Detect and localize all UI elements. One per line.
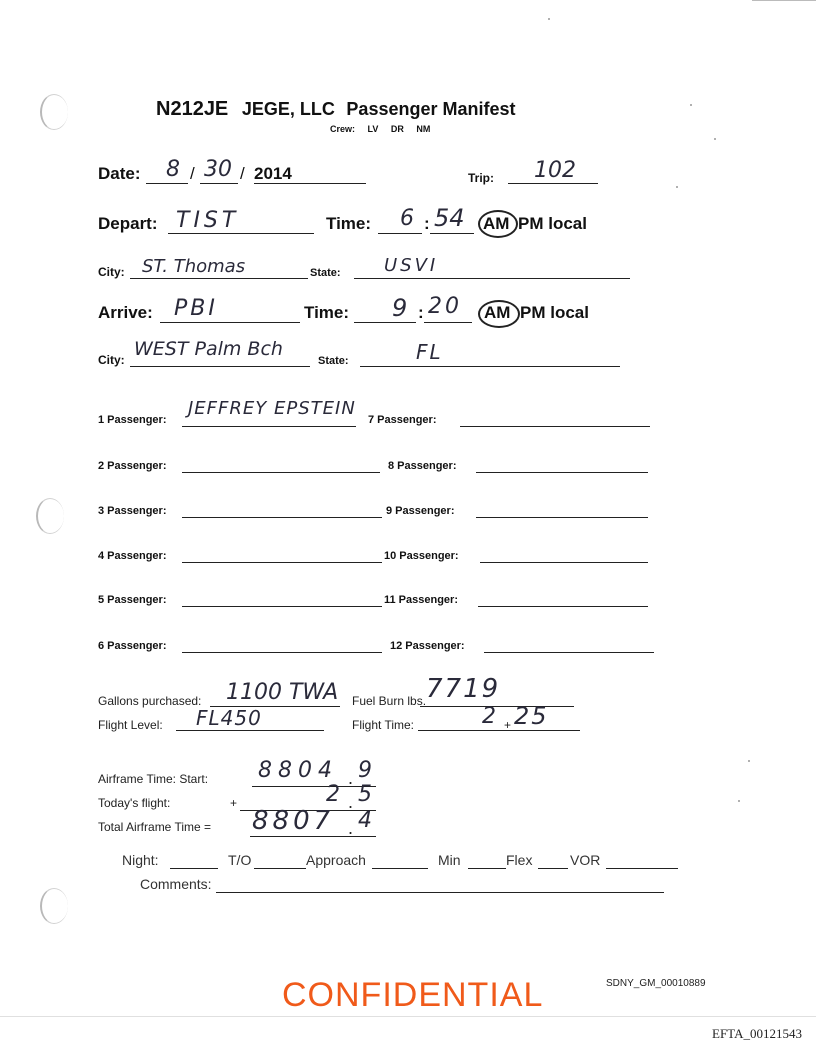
crew-label: Crew: xyxy=(330,124,356,134)
total-airframe-line xyxy=(250,836,376,837)
passenger-1-line xyxy=(182,426,356,427)
min-label: Min xyxy=(438,852,461,868)
arrive-am: AM xyxy=(484,303,511,322)
flight-time-label: Flight Time: xyxy=(352,718,415,732)
todays-flight-plus: + xyxy=(230,796,238,810)
date-sep-2: / xyxy=(240,164,245,183)
passenger-9-label: 9 Passenger: xyxy=(386,505,455,517)
punch-hole-middle xyxy=(36,498,64,534)
date-month: 8 xyxy=(166,157,180,182)
airframe-start-dot: . xyxy=(348,768,354,788)
arrive-pm-local: PM local xyxy=(520,303,589,322)
todays-flight-label: Today's flight: xyxy=(98,796,171,810)
depart-state: USVI xyxy=(384,255,439,276)
airframe-start-value: 8804 xyxy=(258,758,338,783)
arrive-state-line xyxy=(360,366,620,367)
depart-hour-line xyxy=(378,233,422,234)
depart-pm-local: PM local xyxy=(518,214,587,233)
punch-hole-bottom xyxy=(40,888,68,924)
total-airframe-value: 8807 xyxy=(252,806,335,836)
passenger-4-line xyxy=(182,562,382,563)
top-right-rule xyxy=(752,0,816,1)
vor-label: VOR xyxy=(570,852,601,868)
passenger-2-label: 2 Passenger: xyxy=(98,460,167,472)
passenger-9-line xyxy=(476,517,648,518)
depart-airport: TIST xyxy=(176,208,240,233)
arrive-airport: PBI xyxy=(174,296,218,321)
comments-line xyxy=(216,892,664,893)
flight-level-line xyxy=(176,730,324,731)
trip-number: 102 xyxy=(534,158,576,183)
arrive-hour-line xyxy=(354,322,416,323)
arrive-label: Arrive: xyxy=(98,303,153,322)
flight-level-label: Flight Level: xyxy=(98,718,163,732)
passenger-10-line xyxy=(480,562,648,563)
depart-state-label: State: xyxy=(310,267,341,279)
depart-minute: 54 xyxy=(434,204,465,232)
arrive-time-colon: : xyxy=(418,303,424,322)
efta-number: EFTA_00121543 xyxy=(712,1026,802,1041)
airframe-start-decimal: 9 xyxy=(358,758,372,783)
passenger-7-label: 7 Passenger: xyxy=(368,414,437,426)
todays-flight-dot: . xyxy=(348,792,354,812)
flight-level-value: FL450 xyxy=(196,706,262,730)
arrive-city: WEST Palm Bch xyxy=(134,338,283,360)
todays-flight-decimal: 5 xyxy=(358,782,372,807)
confidential-stamp: CONFIDENTIAL xyxy=(282,976,544,1014)
passenger-11-label: 11 Passenger: xyxy=(384,594,458,606)
scan-speck xyxy=(714,138,716,140)
scan-speck xyxy=(690,104,692,106)
date-day-line xyxy=(200,183,238,184)
to-line xyxy=(254,868,306,869)
night-label: Night: xyxy=(122,852,159,868)
manifest-title: Passenger Manifest xyxy=(346,99,516,119)
min-line xyxy=(468,868,506,869)
trip-label: Trip: xyxy=(468,171,494,185)
date-sep-1: / xyxy=(190,164,195,183)
passenger-1-label: 1 Passenger: xyxy=(98,414,167,426)
passenger-6-line xyxy=(182,652,382,653)
arrive-minute-line xyxy=(424,322,472,323)
passenger-2-line xyxy=(182,472,380,473)
tail-number: N212JE xyxy=(156,98,229,120)
arrive-time-label: Time: xyxy=(304,303,350,322)
scan-speck xyxy=(548,18,550,20)
crew-line xyxy=(330,124,440,134)
depart-city: ST. Thomas xyxy=(142,256,246,277)
passenger-4-label: 4 Passenger: xyxy=(98,550,167,562)
passenger-10-label: 10 Passenger: xyxy=(384,550,459,562)
flight-time-line xyxy=(418,730,580,731)
todays-flight-value: 2 xyxy=(326,782,340,807)
depart-am: AM xyxy=(483,214,510,233)
date-year-line xyxy=(254,183,366,184)
total-airframe-dot: . xyxy=(348,818,354,838)
flight-time-plus: + xyxy=(504,718,512,732)
arrive-city-line xyxy=(130,366,310,367)
punch-hole-top xyxy=(40,94,68,130)
arrive-state: FL xyxy=(416,340,443,364)
fuel-burn-line xyxy=(420,706,574,707)
gallons-label: Gallons purchased: xyxy=(98,694,202,708)
passenger-12-line xyxy=(484,652,654,653)
night-line xyxy=(170,868,218,869)
company-name: JEGE, LLC xyxy=(241,99,335,119)
arrive-state-label: State: xyxy=(318,355,349,367)
depart-time-label: Time: xyxy=(326,214,372,233)
trip-line xyxy=(508,183,598,184)
depart-minute-line xyxy=(430,233,474,234)
passenger-7-line xyxy=(460,426,650,427)
approach-label: Approach xyxy=(306,852,366,868)
passenger-1-name: JEFFREY EPSTEIN xyxy=(188,398,356,419)
date-label: Date: xyxy=(98,164,141,183)
comments-label: Comments: xyxy=(140,876,212,892)
arrive-minute: 20 xyxy=(428,294,462,319)
crew-member: LV xyxy=(367,124,379,134)
arrive-hour: 9 xyxy=(392,294,408,322)
fuel-burn-label: Fuel Burn lbs. xyxy=(352,694,427,708)
date-year: 2014 xyxy=(254,164,292,183)
passenger-5-label: 5 Passenger: xyxy=(98,594,167,606)
depart-line xyxy=(168,233,314,234)
scan-speck xyxy=(676,186,678,188)
arrive-line xyxy=(160,322,300,323)
passenger-8-label: 8 Passenger: xyxy=(388,460,457,472)
passenger-6-label: 6 Passenger: xyxy=(98,640,167,652)
gallons-value: 1100 TWA xyxy=(226,680,339,705)
total-airframe-label: Total Airframe Time = xyxy=(98,820,212,834)
flight-time-hours: 2 xyxy=(482,704,496,729)
bates-number: SDNY_GM_00010889 xyxy=(606,978,706,989)
flight-time-minutes: 25 xyxy=(514,702,549,730)
depart-time-colon: : xyxy=(424,214,430,233)
date-day: 30 xyxy=(204,157,232,182)
depart-state-line xyxy=(354,278,630,279)
depart-city-line xyxy=(130,278,308,279)
page-title xyxy=(156,98,516,121)
crew-member: DR xyxy=(390,124,404,134)
depart-city-label: City: xyxy=(98,265,125,279)
bottom-scan-line xyxy=(0,1016,816,1017)
approach-line xyxy=(372,868,428,869)
scan-speck xyxy=(748,760,750,762)
passenger-11-line xyxy=(478,606,648,607)
passenger-12-label: 12 Passenger: xyxy=(390,640,465,652)
to-label: T/O xyxy=(228,852,252,868)
depart-label: Depart: xyxy=(98,214,158,233)
vor-line xyxy=(606,868,678,869)
total-airframe-decimal: 4 xyxy=(358,808,372,833)
airframe-start-label: Airframe Time: Start: xyxy=(98,772,209,786)
date-month-line xyxy=(146,183,188,184)
passenger-3-label: 3 Passenger: xyxy=(98,505,167,517)
flex-line xyxy=(538,868,568,869)
scan-speck xyxy=(738,800,740,802)
fuel-burn-value: 7719 xyxy=(426,674,501,704)
depart-hour: 6 xyxy=(400,206,414,231)
passenger-5-line xyxy=(182,606,382,607)
passenger-8-line xyxy=(476,472,648,473)
arrive-city-label: City: xyxy=(98,353,125,367)
flex-label: Flex xyxy=(506,852,533,868)
crew-member: NM xyxy=(416,124,431,134)
passenger-3-line xyxy=(182,517,382,518)
